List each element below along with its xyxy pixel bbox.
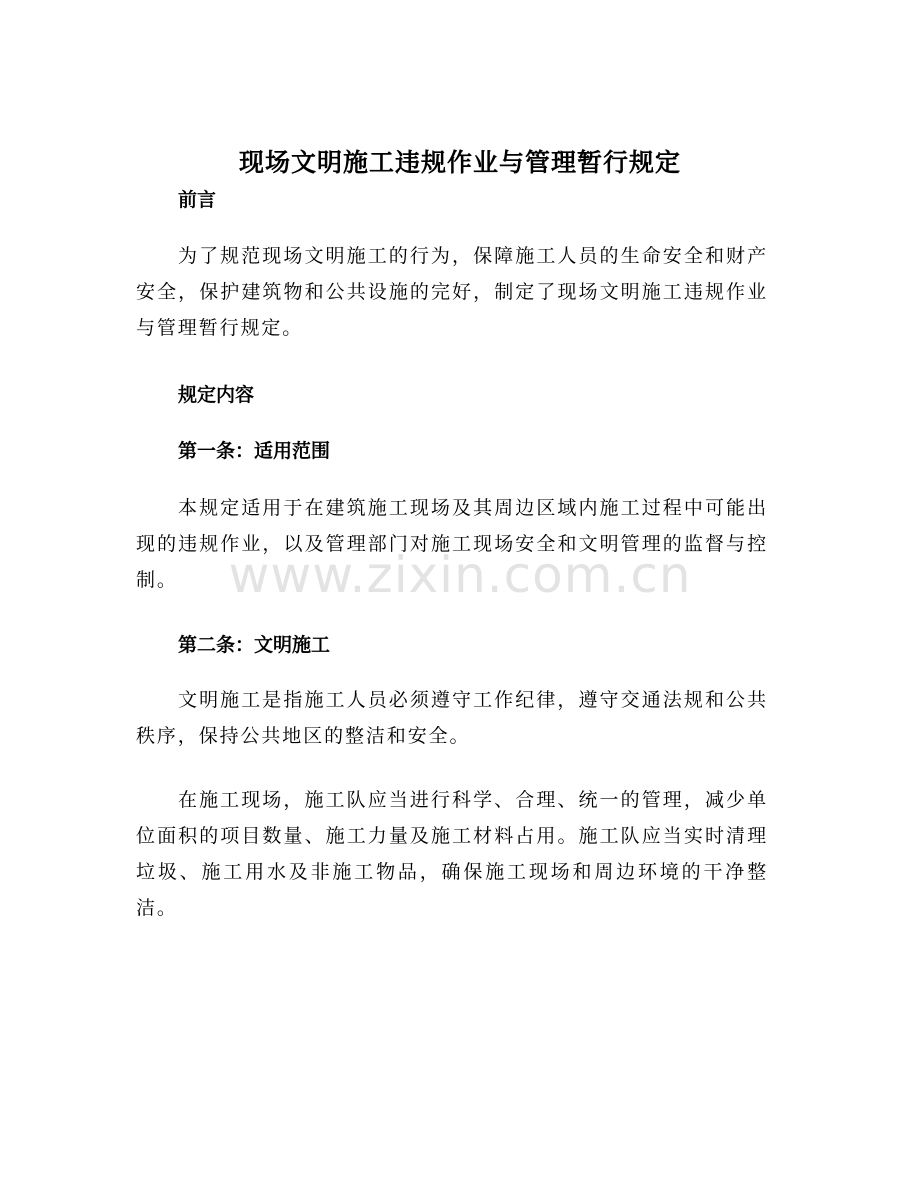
article2-paragraph-2: 在施工现场，施工队应当进行科学、合理、统一的管理，减少单位面积的项目数量、施工力量及施工材料占用。施工队应当实时清理垃圾、施工用水及非施工物品，确保施工现场和周边环境的干净整洁。 [136, 789, 768, 919]
article1-paragraph: 本规定适用于在建筑施工现场及其周边区域内施工过程中可能出现的违规作业，以及管理部门对施工现场安全和文明管理的监督与控制。 [136, 497, 768, 591]
preface-heading: 前言 [178, 189, 217, 211]
watermark: www.zixin.com.cn [228, 546, 692, 604]
article2-paragraph-1: 文明施工是指施工人员必须遵守工作纪律，遵守交通法规和公共秩序，保持公共地区的整洁和安全。 [136, 689, 768, 747]
preface-paragraph: 为了规范现场文明施工的行为，保障施工人员的生命安全和财产安全，保护建筑物和公共设施的完好，制定了现场文明施工违规作业与管理暂行规定。 [136, 245, 768, 339]
article1-heading: 第一条：适用范围 [178, 440, 331, 462]
document-title: 现场文明施工违规作业与管理暂行规定 [238, 148, 681, 177]
article2-heading: 第二条：文明施工 [178, 634, 331, 656]
content-heading: 规定内容 [178, 384, 255, 406]
